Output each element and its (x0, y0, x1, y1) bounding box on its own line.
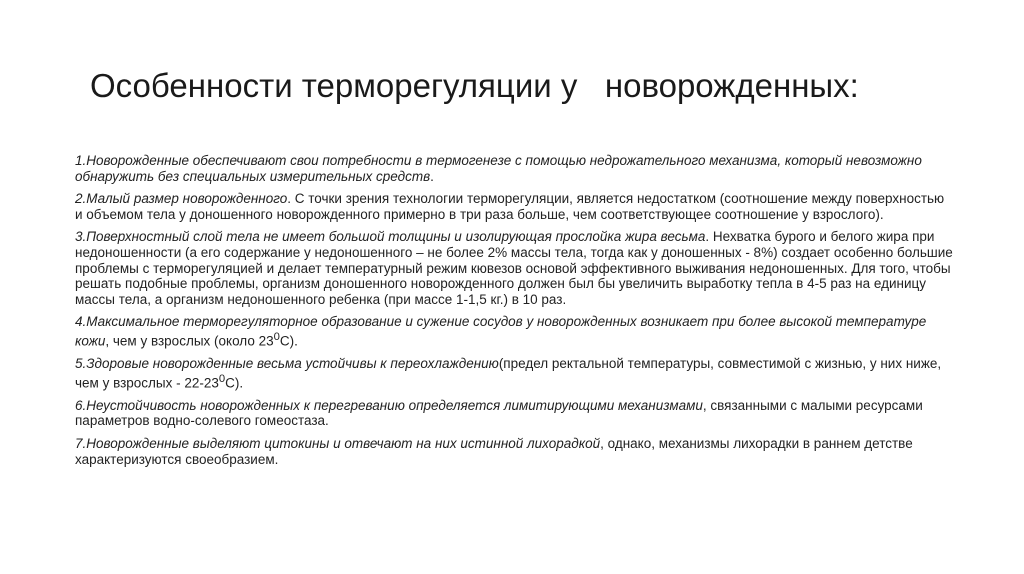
paragraph-5-superscript: 0 (218, 372, 226, 385)
paragraph-3 (75, 229, 955, 307)
paragraph-3-lead: 3.Поверхностный слой тела не имеет большой толщины и изолирующая прослойка жира весьма (75, 229, 706, 245)
paragraph-4-superscript: 0 (273, 330, 280, 343)
paragraph-5-lead: 5.Здоровые новорожденные весьма устойчивы к переохлаждению (75, 356, 499, 372)
paragraph-7 (75, 436, 955, 467)
paragraph-1 (75, 153, 955, 184)
paragraph-6-lead: 6.Неустойчивость новорожденных к перегреванию определяется лимитирующими механизмами (75, 397, 703, 413)
paragraph-7-text: , однако, механизмы лихорадки в раннем детстве характеризуются своеобразием. (75, 435, 913, 467)
paragraph-5-tail: С). (225, 375, 244, 391)
paragraph-6 (75, 398, 955, 429)
slide-title: Особенности терморегуляции у новорожденных: (90, 67, 859, 104)
paragraph-2-lead: 2.Малый размер новорожденного (75, 191, 288, 207)
paragraph-4-lead: 4.Максимальное терморегуляторное образование и сужение сосудов у новорожденных возникает при более высокой температуре кожи (75, 314, 927, 349)
paragraph-5 (75, 356, 955, 391)
paragraph-4 (75, 314, 955, 349)
paragraph-5-text: (предел ректальной температуры, совместимой с жизнью, у них ниже, чем у взрослых - 22-23 (75, 356, 942, 391)
paragraph-3-text: . Нехватка бурого и белого жира при недоношенности (а его содержание у недоношенного – не более 2% массы тела, тогда как у доношенных - 8%) создает особенно большие проблемы с терморегуляцией и делает температурный режим кювезов основой эффективного выживания недоношенных. Для того, чтобы решать подобные проблемы, организм доношенного новорожденного должен был бы увеличить выработку тепла в 4-5 раз на единицу массы тела, а организм недоношенного ребенка (при массе 1-1,5 кг.) в 10 раз. (75, 229, 953, 307)
paragraph-7-lead: 7.Новорожденные выделяют цитокины и отвечают на них истинной лихорадкой (75, 435, 601, 451)
paragraph-2 (75, 191, 955, 222)
paragraph-2-text: . С точки зрения технологии терморегуляции, является недостатком (соотношение между поверхностью и объемом тела у доношенного новорожденного примерно в три раза больше, чем соответствующее соотношение у взрослого). (75, 191, 945, 222)
paragraph-1-lead: 1.Новорожденные обеспечивают свои потребности в термогенезе с помощью недрожательного механизма, который невозможно обнаружить без специальных измерительных средств (75, 153, 922, 184)
paragraph-1-text: . (430, 168, 434, 184)
paragraph-4-text: , чем у взрослых (около 23 (105, 333, 274, 349)
paragraph-6-text: , связанными с малыми ресурсами параметров водно-солевого гомеостаза. (75, 397, 923, 429)
paragraph-4-tail: С). (279, 333, 298, 349)
slide-body (75, 153, 955, 474)
